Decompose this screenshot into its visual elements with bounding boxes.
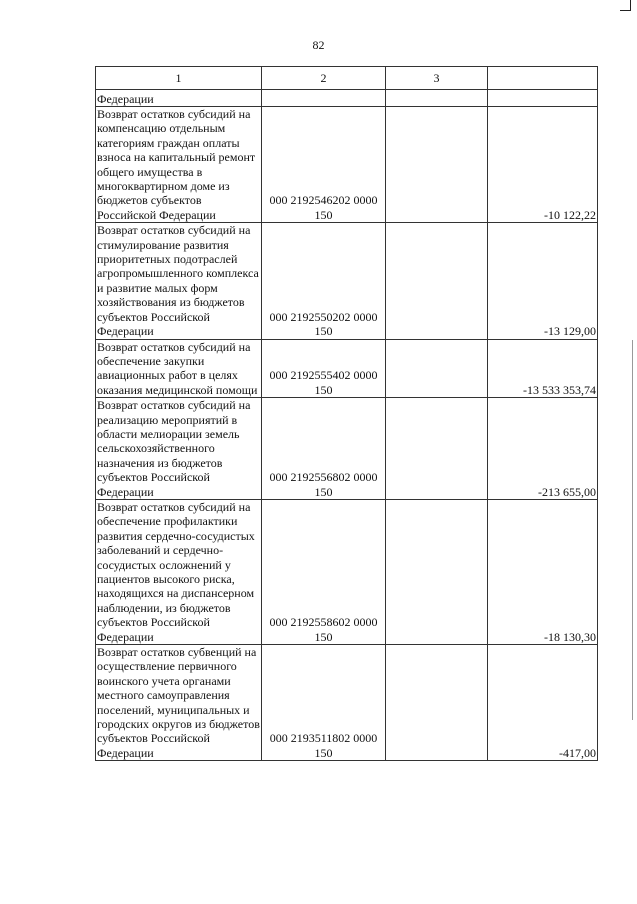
row-code: 000 2192556802 0000 150 <box>262 398 386 500</box>
table-header-row <box>96 67 598 90</box>
row-code: 000 2192555402 0000 150 <box>262 339 386 398</box>
row-code: 000 2192546202 0000 150 <box>262 107 386 223</box>
header-col-3: 3 <box>386 67 488 90</box>
row-empty-col-3 <box>386 223 488 339</box>
row-name: Возврат остатков субсидий на компенсацию отдельным категориям граждан оплаты взноса на капитальный ремонт общего имущества в многоквартирном доме из бюджетов субъектов Российской Федерации <box>96 107 262 223</box>
row-name: Возврат остатков субсидий на реализацию мероприятий в области мелиорации земель сельскохозяйственного назначения из бюджетов субъектов Российской Федерации <box>96 398 262 500</box>
empty-cell <box>488 90 598 107</box>
row-empty-col-3 <box>386 398 488 500</box>
table-row <box>96 398 598 500</box>
page-number: 82 <box>312 38 325 52</box>
row-empty-col-3 <box>386 339 488 398</box>
row-amount: -10 122,22 <box>488 107 598 223</box>
header-col-1: 1 <box>96 67 262 90</box>
scan-corner-mark <box>620 0 631 11</box>
table-row <box>96 107 598 223</box>
row-amount: -13 129,00 <box>488 223 598 339</box>
row-name: Возврат остатков субсидий на обеспечение профилактики развития сердечно-сосудистых заболеваний и сердечно-сосудистых осложнений у пациентов высокого риска, находящихся на диспансерном наблюдении, из бюджетов субъектов Российской Федерации <box>96 499 262 644</box>
table-row <box>96 339 598 398</box>
continuation-text: Федерации <box>96 90 262 107</box>
row-amount: -417,00 <box>488 645 598 761</box>
row-amount: -213 655,00 <box>488 398 598 500</box>
table-row <box>96 645 598 761</box>
row-empty-col-3 <box>386 645 488 761</box>
table-row <box>96 499 598 644</box>
row-name: Возврат остатков субвенций на осуществление первичного воинского учета органами местного самоуправления поселений, муниципальных и городских округов из бюджетов субъектов Российской Федерации <box>97 645 260 760</box>
budget-table <box>95 66 598 761</box>
empty-cell <box>262 90 386 107</box>
row-code: 000 2192558602 0000 150 <box>262 499 386 644</box>
empty-cell <box>386 90 488 107</box>
row-name: Возврат остатков субсидий на обеспечение закупки авиационных работ в целях оказания медицинской помощи <box>96 339 262 398</box>
row-amount: -13 533 353,74 <box>488 339 598 398</box>
row-amount: -18 130,30 <box>488 499 598 644</box>
table-row <box>96 223 598 339</box>
row-name: Возврат остатков субсидий на стимулирование развития приоритетных подотраслей агропромышленного комплекса и развитие малых форм хозяйствования из бюджетов субъектов Российской Федерации <box>96 223 262 339</box>
header-col-4 <box>488 67 598 90</box>
row-code: 000 2193511802 0000 150 <box>262 645 386 761</box>
row-empty-col-3 <box>386 499 488 644</box>
table-row-continuation <box>96 90 598 107</box>
row-code: 000 2192550202 0000 150 <box>262 223 386 339</box>
row-empty-col-3 <box>386 107 488 223</box>
scan-edge-mark <box>632 340 633 720</box>
header-col-2: 2 <box>262 67 386 90</box>
